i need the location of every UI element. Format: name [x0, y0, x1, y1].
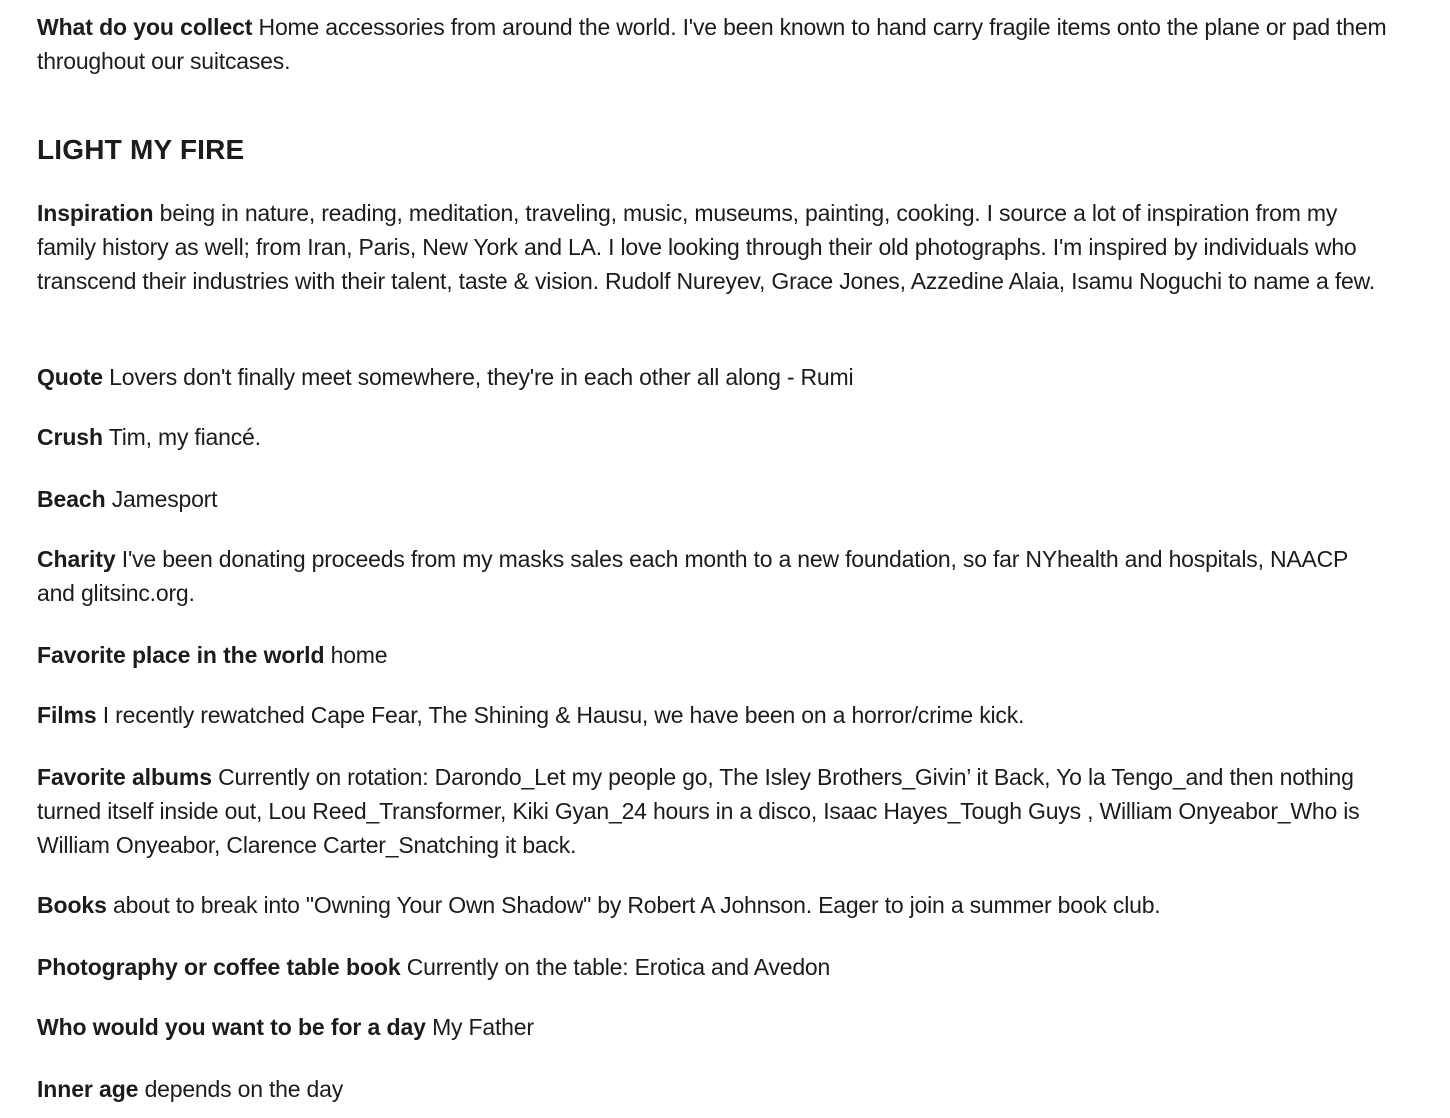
qa-label: Photography or coffee table book — [37, 954, 401, 980]
qa-label: Films — [37, 702, 97, 728]
qa-answer: being in nature, reading, meditation, traveling, music, museums, painting, cooking. I source a lot of inspiration from my family history as well; from Iran, Paris, New York and LA. I love looking through their old photographs. I'm inspired by individuals who transcend their industries with their talent, taste & vision. Rudolf Nureyev, Grace Jones, Azzedine Alaia, Isamu Noguchi to name a few. — [37, 200, 1375, 294]
qa-label: Books — [37, 892, 107, 918]
qa-inspiration — [37, 196, 1387, 298]
qa-label: Inner age — [37, 1076, 139, 1102]
qa-answer: Jamesport — [111, 486, 218, 512]
qa-label: What do you collect — [37, 14, 253, 40]
qa-answer: about to break into "Owning Your Own Shadow" by Robert A Johnson. Eager to join a summer book club. — [113, 892, 1161, 918]
qa-quote — [37, 360, 1387, 394]
qa-label: Favorite place in the world — [37, 642, 325, 668]
qa-label: Who would you want to be for a day — [37, 1014, 426, 1040]
qa-answer: I've been donating proceeds from my masks sales each month to a new foundation, so far NYhealth and hospitals, NAACP and glitsinc.org. — [37, 546, 1348, 606]
qa-answer: My Father — [432, 1014, 534, 1040]
qa-be-for-a-day — [37, 1010, 1387, 1044]
qa-charity — [37, 542, 1387, 610]
qa-label: Quote — [37, 364, 103, 390]
qa-inner-age — [37, 1072, 1387, 1106]
qa-answer: Home accessories from around the world. I've been known to hand carry fragile items onto the plane or pad them throughout our suitcases. — [37, 14, 1387, 74]
qa-beach — [37, 482, 1387, 516]
qa-label: Beach — [37, 486, 106, 512]
qa-answer: Lovers don't finally meet somewhere, they're in each other all along - Rumi — [109, 364, 854, 390]
qa-answer: Currently on the table: Erotica and Avedon — [406, 954, 831, 980]
qa-answer: depends on the day — [144, 1076, 344, 1102]
qa-films — [37, 698, 1387, 732]
qa-answer: home — [330, 642, 388, 668]
qa-books — [37, 888, 1387, 922]
qa-label: Charity — [37, 546, 116, 572]
qa-collect — [37, 10, 1387, 78]
qa-answer: Tim, my fiancé. — [108, 424, 261, 450]
qa-crush — [37, 420, 1387, 454]
qa-label: Crush — [37, 424, 103, 450]
qa-photography-book — [37, 950, 1387, 984]
section-heading: LIGHT MY FIRE — [37, 134, 245, 165]
qa-favorite-place — [37, 638, 1387, 672]
qa-answer: Currently on rotation: Darondo_Let my people go, The Isley Brothers_Givin’ it Back, Yo la Tengo_and then nothing turned itself inside out, Lou Reed_Transformer, Kiki Gyan_24 hours in a disco, Isaac Hayes_Tough Guys , William Onyeabor_Who is William Onyeabor, Clarence Carter_Snatching it back. — [37, 764, 1360, 858]
qa-label: Inspiration — [37, 200, 154, 226]
qa-answer: I recently rewatched Cape Fear, The Shining & Hausu, we have been on a horror/crime kick. — [102, 702, 1025, 728]
qa-label: Favorite albums — [37, 764, 212, 790]
qa-favorite-albums — [37, 760, 1387, 862]
